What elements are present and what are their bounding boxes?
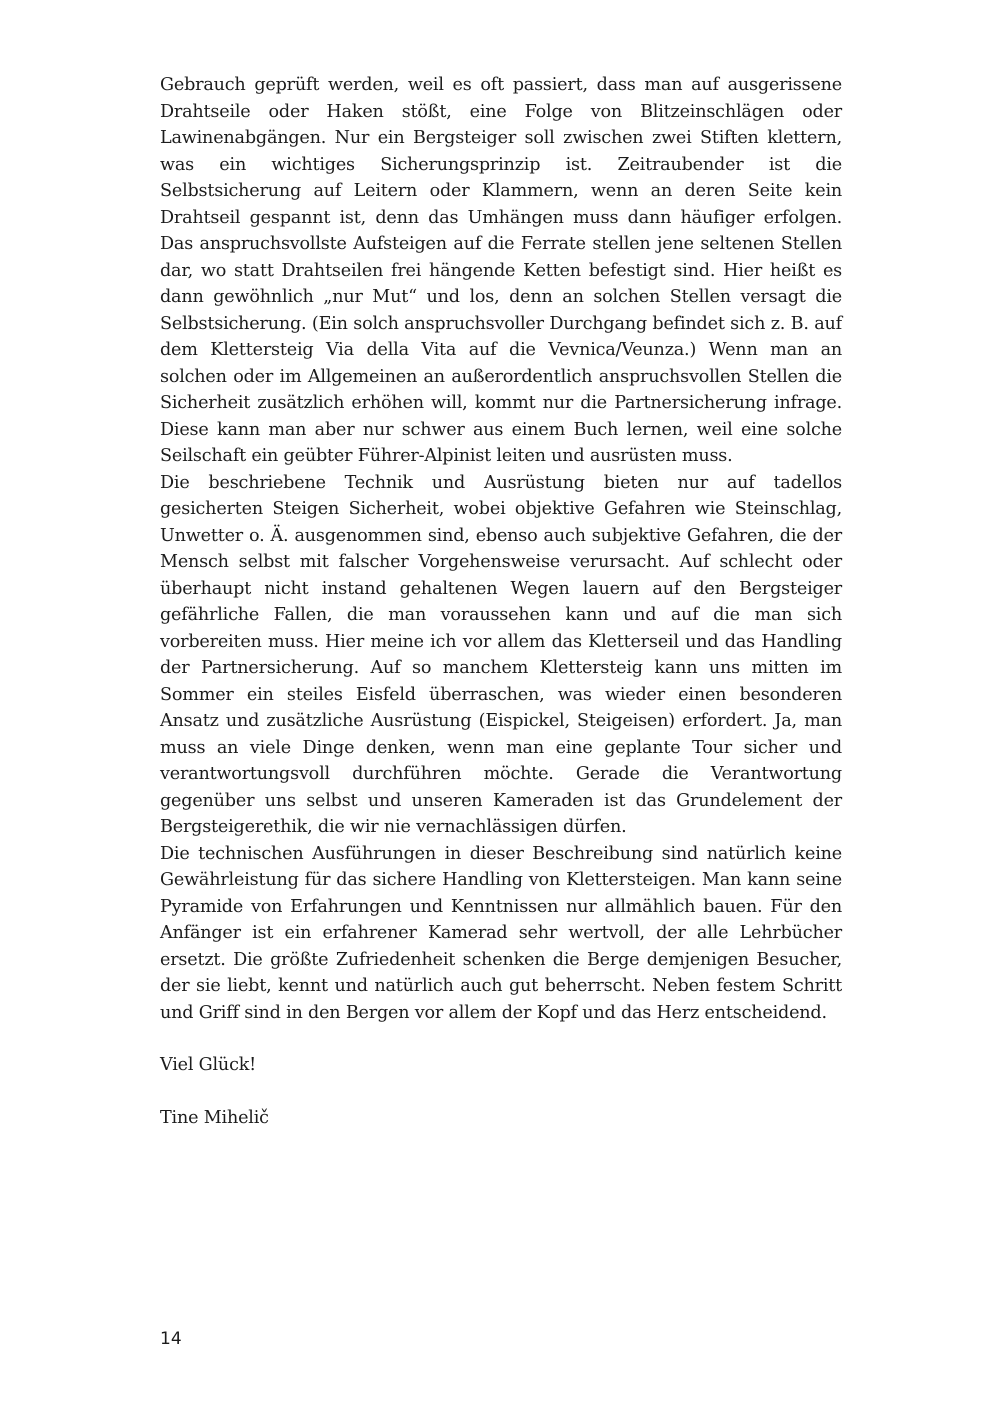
paragraph-experience: Die technischen Ausführungen in dieser Beschreibung sind natürlich keine Gewährleistung für das sichere Handling von Klettersteigen. Man kann seine Pyramide von Erfahrungen und Kenntnissen nur allmählich bauen. Für den Anfänger ist ein erfahrener Kamerad sehr wertvoll, der alle Lehrbücher ersetzt. Die größte Zufriedenheit schenken die Berge demjenigen Besucher, der sie liebt, kennt und natürlich auch gut beherrscht. Neben festem Schritt und Griff sind in den Bergen vor allem der Kopf und das Herz entscheidend.: [160, 843, 842, 1023]
closing-greeting: Viel Glück!: [160, 1055, 257, 1075]
body-text: [160, 72, 842, 1131]
author-signature: Tine Mihelič: [160, 1107, 269, 1128]
paragraph-partner-protection: Gebrauch geprüft werden, weil es oft passiert, dass man auf ausgerissene Drahtseile oder Haken stößt, eine Folge von Blitzeinschlägen oder Lawinenabgängen. Nur ein Bergsteiger soll zwischen zwei Stiften klettern, was ein wichtiges Sicherungsprinzip ist. Zeitraubender ist die Selbstsicherung auf Leitern oder Klammern, wenn an deren Seite kein Drahtseil gespannt ist, denn das Umhängen muss dann häufiger erfolgen. Das anspruchsvollste Aufsteigen auf die Ferrate stellen jene seltenen Stellen dar, wo statt Drahtseilen frei hängende Ketten befestigt sind. Hier heißt es dann gewöhnlich „nur Mut“ und los, denn an solchen Stellen versagt die Selbstsicherung. (Ein solch anspruchsvoller Durchgang befindet sich z. B. auf dem Klettersteig Via della Vita auf die Vevnica/Veunza.) Wenn man an solchen oder im Allgemeinen an außerordentlich anspruchsvollen Stellen die Sicherheit zusätzlich erhöhen will, kommt nur die Partnersicherung infrage. Diese kann man aber nur schwer aus einem Buch lernen, weil eine solche Seilschaft ein geübter Führer-Alpinist leiten und ausrüsten muss.: [160, 75, 842, 466]
page-number: 14: [160, 1329, 182, 1349]
paragraph-dangers: Die beschriebene Technik und Ausrüstung bieten nur auf tadellos gesicherten Steigen Sicherheit, wobei objektive Gefahren wie Steinschlag, Unwetter o. Ä. ausgenommen sind, ebenso auch subjektive Gefahren, die der Mensch selbst mit falscher Vorgehensweise verursacht. Auf schlecht oder überhaupt nicht instand gehaltenen Wegen lauern auf den Bergsteiger gefährliche Fallen, die man voraussehen kann und auf die man sich vorbereiten muss. Hier meine ich vor allem das Kletterseil und das Handling der Partnersicherung. Auf so manchem Klettersteig kann uns mitten im Sommer ein steiles Eisfeld überraschen, was wieder einen besonderen Ansatz und zusätzliche Ausrüstung (Eispickel, Steigeisen) erfordert. Ja, man muss an viele Dinge denken, wenn man eine geplante Tour sicher und verantwortungsvoll durchführen möchte. Gerade die Verantwortung gegenüber uns selbst und unseren Kameraden ist das Grundelement der Bergsteigerethik, die wir nie vernachlässigen dürfen.: [160, 472, 842, 837]
